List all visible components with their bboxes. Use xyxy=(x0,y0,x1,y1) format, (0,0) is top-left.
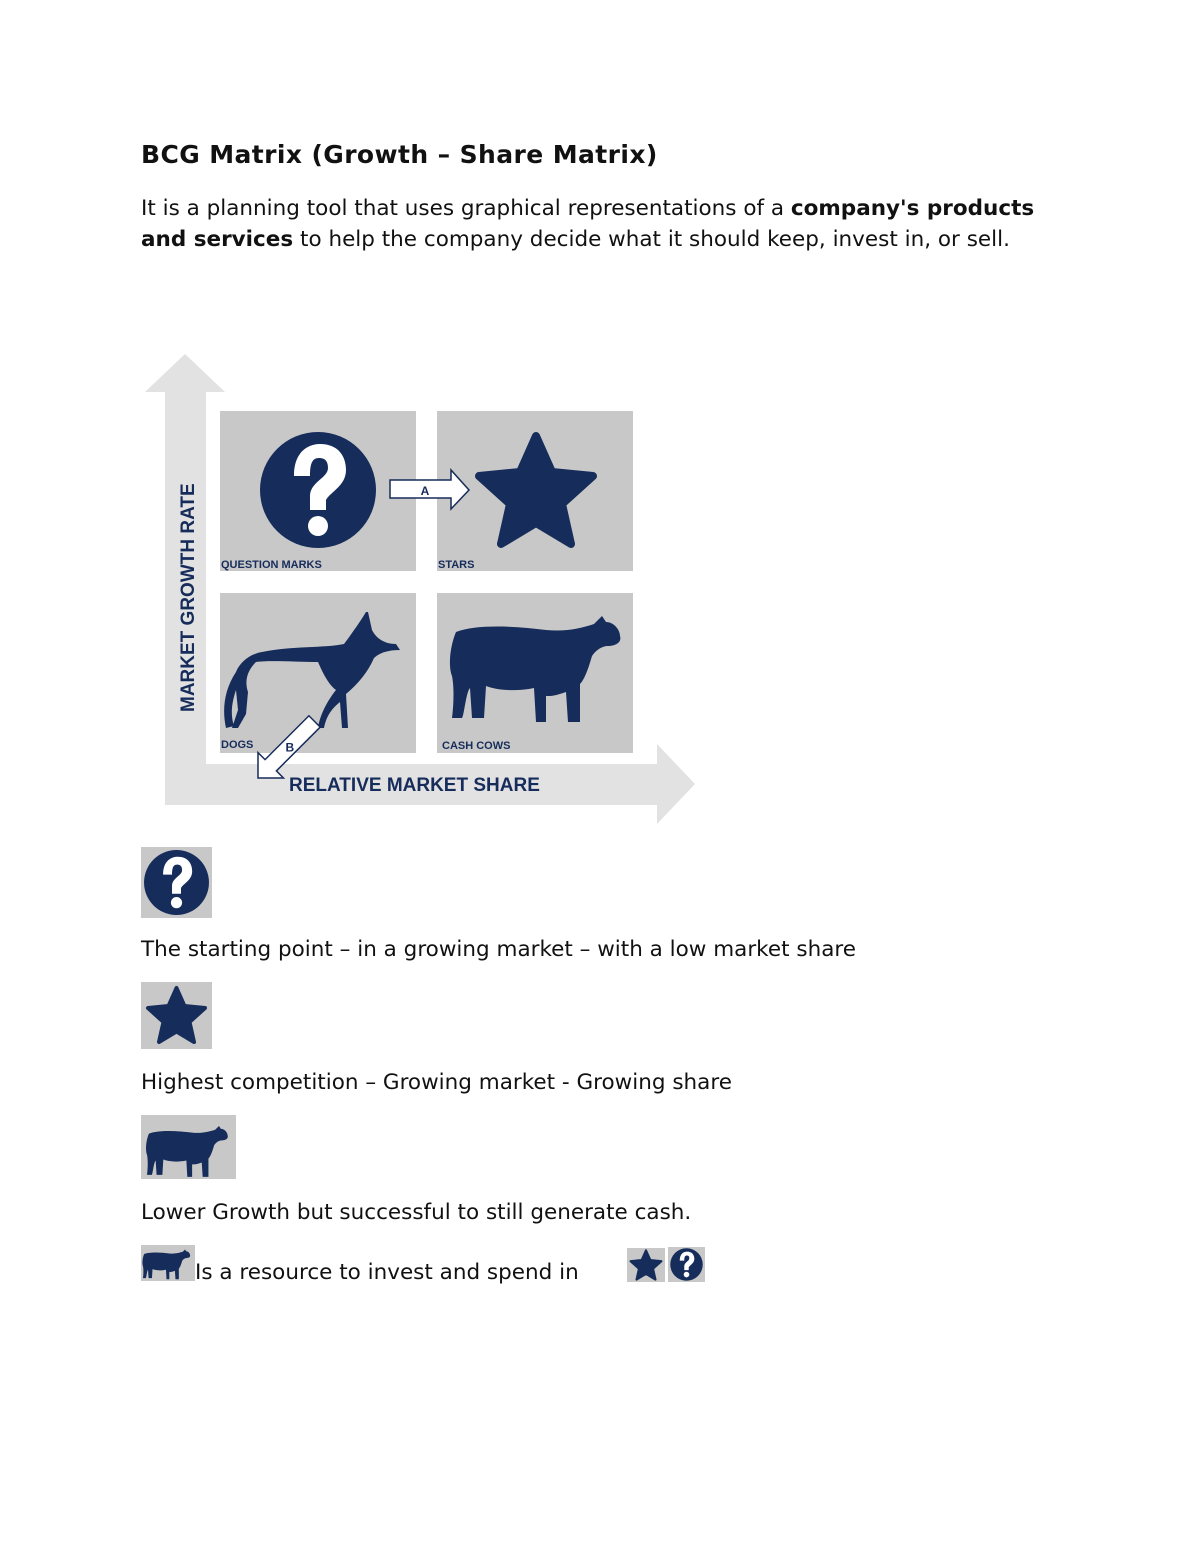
label-question-marks: QUESTION MARKS xyxy=(221,559,322,571)
caption-stars: Highest competition – Growing market - Growing share xyxy=(141,1070,732,1095)
inline-question-mark-tile xyxy=(668,1247,705,1282)
inline-star-tile xyxy=(627,1248,665,1282)
x-axis-label: RELATIVE MARKET SHARE xyxy=(289,775,540,796)
inline-cow-tile xyxy=(141,1245,195,1281)
arrow-b-label: B xyxy=(285,740,295,755)
final-line-text: Is a resource to invest and spend in xyxy=(195,1260,579,1285)
intro-text-2: to help the company decide what it should keep, invest in, or sell. xyxy=(293,227,1010,252)
question-mark-tile xyxy=(141,847,212,918)
caption-cash-cows: Lower Growth but successful to still generate cash. xyxy=(141,1200,692,1225)
cow-tile xyxy=(141,1115,236,1179)
label-stars: STARS xyxy=(438,559,475,571)
star-icon xyxy=(141,982,212,1049)
cow-icon xyxy=(141,1115,236,1179)
y-axis-label: MARKET GROWTH RATE xyxy=(178,483,199,712)
arrow-a-label: A xyxy=(420,484,430,498)
page-title: BCG Matrix (Growth – Share Matrix) xyxy=(141,140,658,169)
bcg-matrix-diagram xyxy=(140,350,700,828)
star-tile xyxy=(141,982,212,1049)
question-mark-icon xyxy=(668,1247,705,1282)
star-icon xyxy=(627,1248,665,1282)
label-cash-cows: CASH COWS xyxy=(442,740,511,752)
caption-question-marks: The starting point – in a growing market – with a low market share xyxy=(141,937,856,962)
cow-icon xyxy=(141,1245,195,1281)
intro-paragraph xyxy=(141,193,1041,255)
label-dogs: DOGS xyxy=(221,739,254,751)
intro-bold-text: company's products and services xyxy=(141,196,1035,252)
intro-text-1: It is a planning tool that uses graphical representations of a xyxy=(141,196,791,221)
question-mark-icon xyxy=(141,847,212,918)
question-mark-icon xyxy=(260,432,376,548)
